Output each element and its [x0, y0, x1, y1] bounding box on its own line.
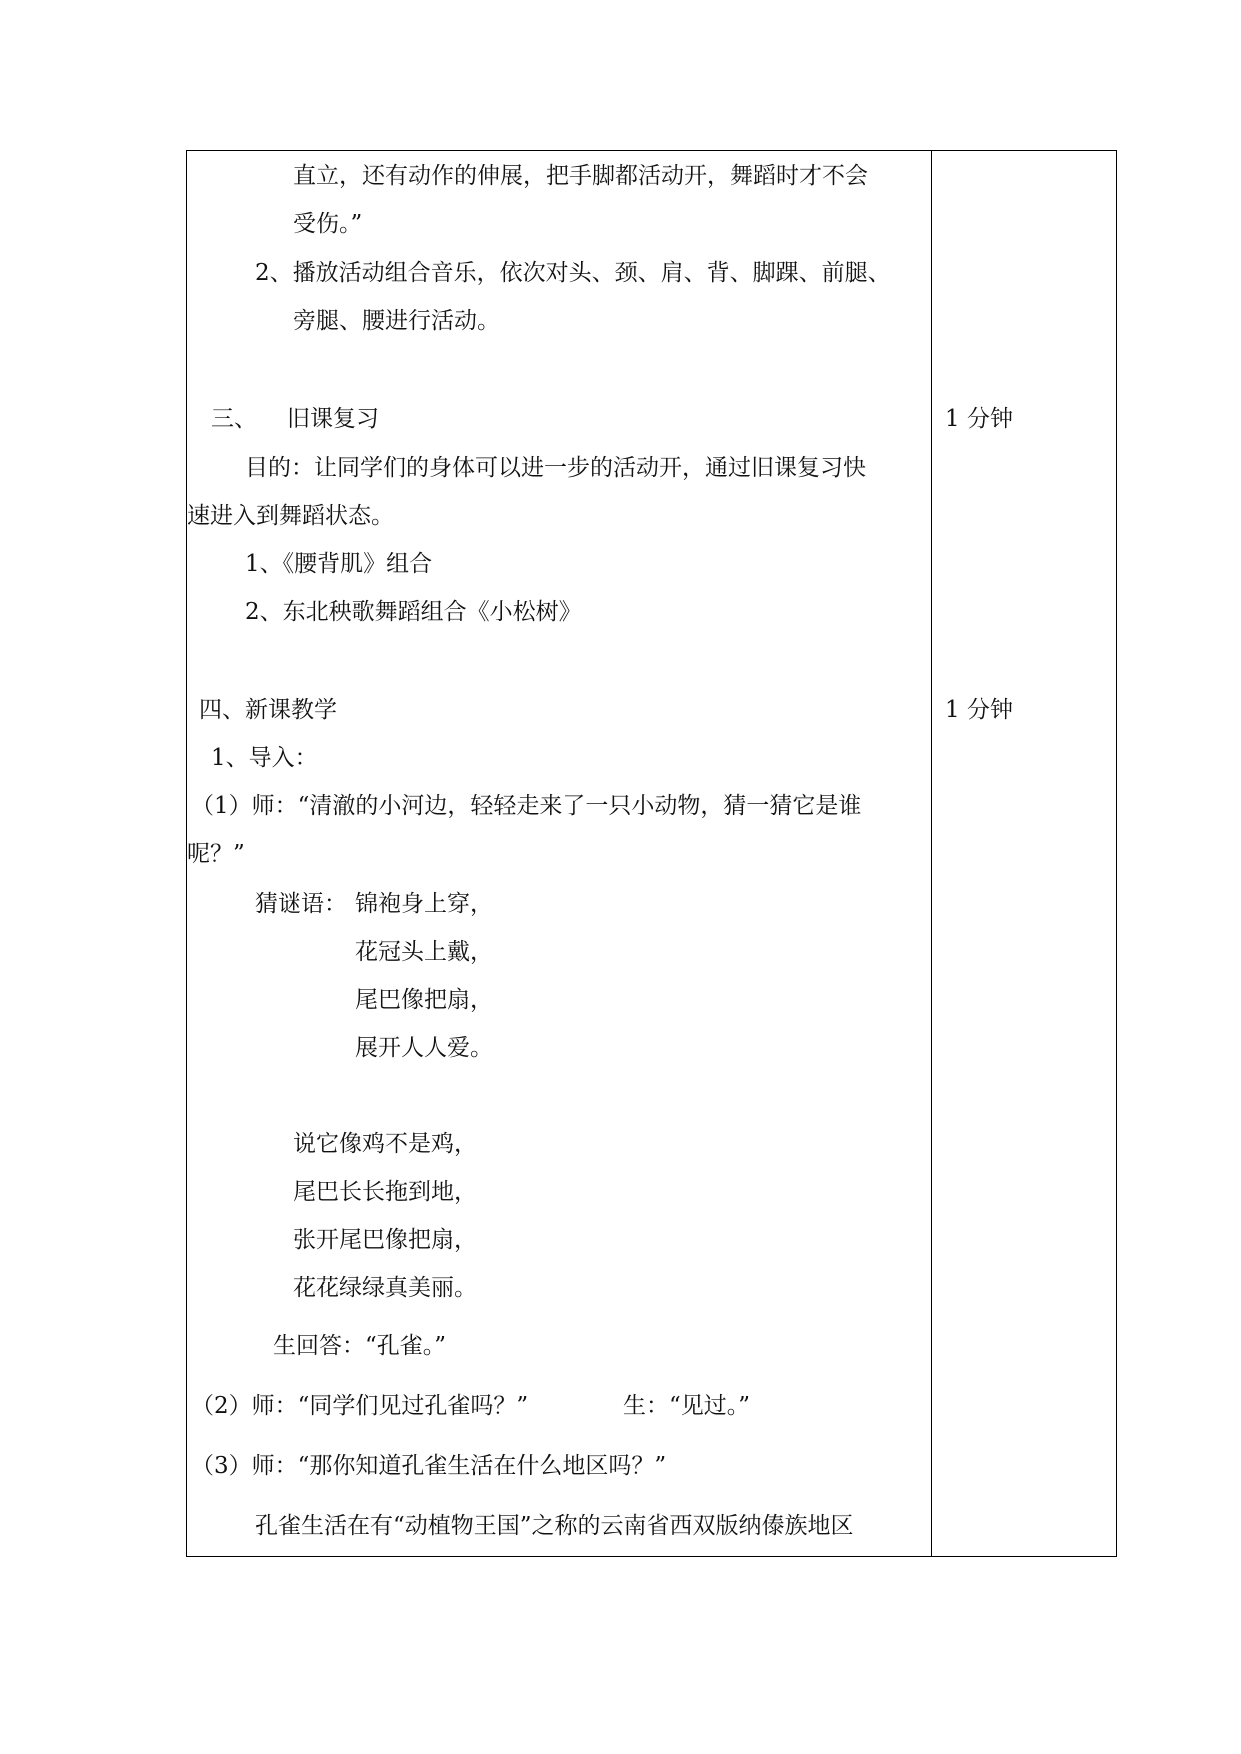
text-line: （2）师：“同学们见过孔雀吗？” — [191, 1393, 529, 1419]
poem-line: 张开尾巴像把扇， — [293, 1227, 477, 1253]
poem-line: 说它像鸡不是鸡， — [293, 1131, 477, 1157]
text-line: 生回答：“孔雀。” — [273, 1333, 447, 1359]
section-title: 旧课复习 — [287, 406, 379, 432]
text-line: 1、导入： — [211, 745, 318, 771]
text-line: 2、东北秧歌舞蹈组合《小松树》 — [245, 599, 582, 625]
text-line: 呢？” — [187, 841, 245, 867]
text-line: （1）师：“清澈的小河边，轻轻走来了一只小动物，猜一猜它是谁 — [191, 793, 862, 819]
poem-line: 尾巴长长拖到地， — [293, 1179, 477, 1205]
riddle-line: 展开人人爱。 — [355, 1035, 493, 1061]
text-line: 目的：让同学们的身体可以进一步的活动开，通过旧课复习快 — [245, 455, 866, 481]
text-line: 受伤。” — [293, 211, 363, 237]
time-label: 1 分钟 — [945, 406, 1013, 432]
poem-line: 花花绿绿真美丽。 — [293, 1275, 477, 1301]
time-label: 1 分钟 — [945, 697, 1013, 723]
column-divider — [931, 151, 932, 1556]
text-line: 2、播放活动组合音乐，依次对头、颈、肩、背、脚踝、前腿、 — [255, 260, 891, 286]
riddle-line: 尾巴像把扇， — [355, 987, 493, 1013]
riddle-line: 锦袍身上穿， — [355, 891, 493, 917]
text-line: （3）师：“那你知道孔雀生活在什么地区吗？” — [191, 1453, 667, 1479]
lesson-table — [186, 150, 1117, 1557]
riddle-label: 猜谜语： — [255, 891, 347, 917]
text-line: 1、《腰背肌》组合 — [245, 551, 433, 577]
text-line: 直立，还有动作的伸展，把手脚都活动开，舞蹈时才不会 — [293, 163, 868, 189]
text-line: 生：“见过。” — [623, 1393, 751, 1419]
riddle-line: 花冠头上戴， — [355, 939, 493, 965]
text-line: 孔雀生活在有“动植物王国”之称的云南省西双版纳傣族地区 — [255, 1513, 854, 1539]
section-number: 三、 — [211, 406, 257, 432]
text-line: 旁腿、腰进行活动。 — [293, 308, 500, 334]
section-title: 四、新课教学 — [199, 697, 337, 723]
text-line: 速进入到舞蹈状态。 — [187, 503, 394, 529]
